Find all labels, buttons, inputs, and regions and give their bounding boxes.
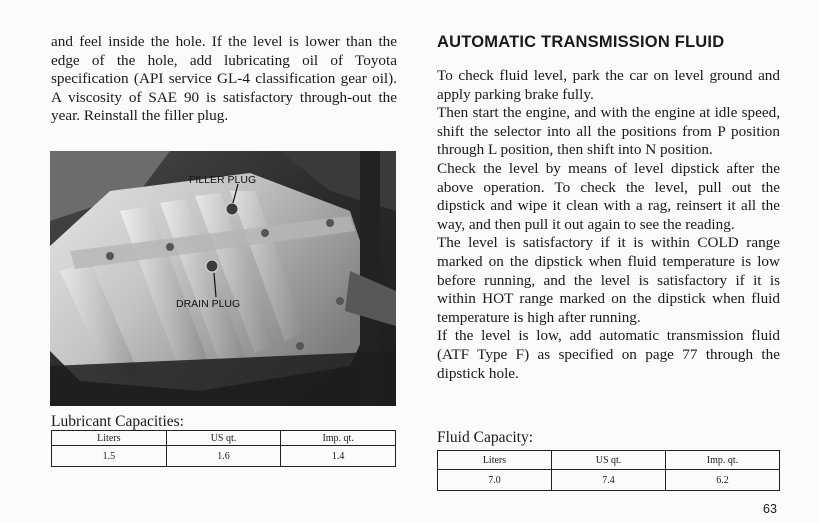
- header-us-qt: US qt.: [166, 431, 281, 446]
- lubricant-capacities-table: [51, 430, 396, 467]
- header-imp-qt: Imp. qt.: [281, 431, 396, 446]
- header-us-qt: US qt.: [552, 451, 666, 470]
- fluid-capacity-label: Fluid Capacity:: [437, 429, 534, 446]
- value-imp-qt: 1.4: [281, 446, 396, 467]
- table-row: [438, 470, 780, 491]
- value-imp-qt: 6.2: [666, 470, 780, 491]
- transmission-photo: [50, 151, 396, 406]
- filler-plug-label: FILLER PLUG: [189, 174, 257, 186]
- paragraph: If the level is low, add automatic transmission fluid (ATF Type F) as specified on page 77 through the dipstick hole.: [437, 327, 780, 382]
- paragraph: To check fluid level, park the car on level ground and apply parking brake fully.: [437, 67, 780, 103]
- fluid-capacity-table: [437, 450, 780, 491]
- paragraph: Then start the engine, and with the engine at idle speed, shift the selector into all the positions from P position through L position, then shift into N position.: [437, 104, 780, 159]
- table-row: [52, 446, 396, 467]
- value-us-qt: 1.6: [166, 446, 281, 467]
- value-liters: 1.5: [52, 446, 167, 467]
- left-paragraph: and feel inside the hole. If the level is lower than the edge of the hole, add lubricating oil of Toyota specification (API service GL-4 classification gear oil). A viscosity of SAE 90 is satisfactory through-out the year. Reinstall the filler plug.: [51, 33, 397, 125]
- paragraph: The level is satisfactory if it is within COLD range marked on the dipstick when fluid temperature is low before running, and the level is satisfactory if it is within HOT range marked on the dipstick when fluid temperature is high after running.: [437, 234, 780, 326]
- lubricant-capacities-label: Lubricant Capacities:: [51, 413, 184, 430]
- table-header-row: [438, 451, 780, 470]
- page-number: 63: [763, 502, 777, 516]
- header-imp-qt: Imp. qt.: [666, 451, 780, 470]
- header-liters: Liters: [52, 431, 167, 446]
- value-us-qt: 7.4: [552, 470, 666, 491]
- paragraph: Check the level by means of level dipstick after the above operation. To check the level, pull out the dipstick and wipe it clean with a rag, reinsert it all the way, and then pull it out again to see the reading.: [437, 159, 780, 233]
- value-liters: 7.0: [438, 470, 552, 491]
- drain-plug-label: DRAIN PLUG: [176, 298, 241, 310]
- header-liters: Liters: [438, 451, 552, 470]
- section-heading: AUTOMATIC TRANSMISSION FLUID: [437, 33, 725, 51]
- right-body: [437, 67, 780, 383]
- table-header-row: [52, 431, 396, 446]
